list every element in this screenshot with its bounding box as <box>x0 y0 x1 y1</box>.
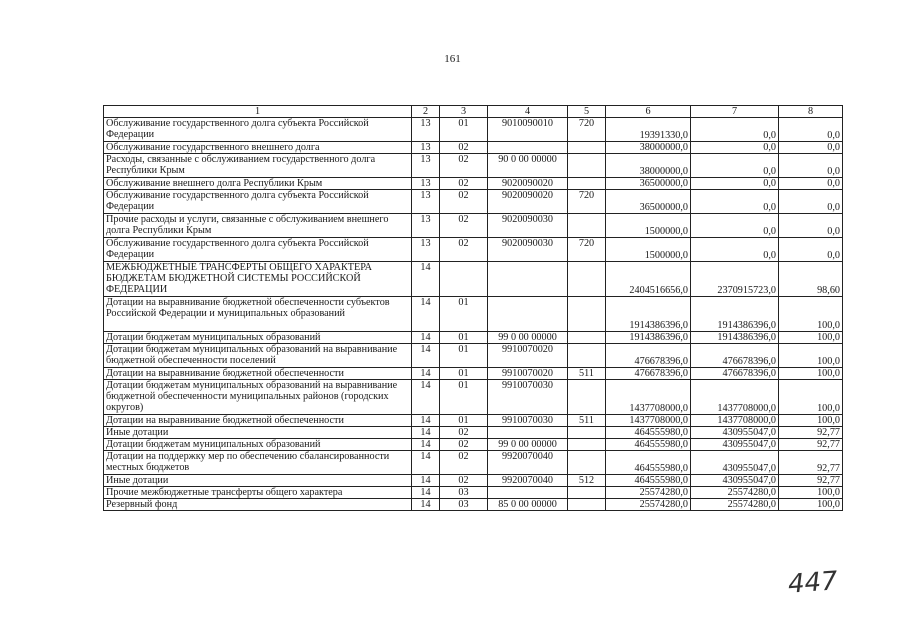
executed-amount-cell: 1914386396,0 <box>691 297 779 332</box>
percent-cell: 100,0 <box>779 344 843 368</box>
expense-type-cell <box>568 487 606 499</box>
row-name-cell: Прочие межбюджетные трансферты общего характера <box>104 487 412 499</box>
page-number: 161 <box>444 53 461 65</box>
planned-amount-cell: 38000000,0 <box>606 154 691 178</box>
planned-amount-cell: 464555980,0 <box>606 451 691 475</box>
section-code-cell: 13 <box>412 214 440 238</box>
table-row <box>104 214 843 238</box>
subsection-code-cell: 02 <box>440 238 488 262</box>
planned-amount-cell: 1500000,0 <box>606 214 691 238</box>
expense-type-cell <box>568 154 606 178</box>
planned-amount-cell: 476678396,0 <box>606 344 691 368</box>
table-row <box>104 427 843 439</box>
table-row <box>104 142 843 154</box>
percent-cell: 0,0 <box>779 238 843 262</box>
target-article-cell: 9910070020 <box>488 368 568 380</box>
executed-amount-cell: 0,0 <box>691 154 779 178</box>
column-number-header: 1 <box>104 106 412 118</box>
percent-cell: 92,77 <box>779 439 843 451</box>
table-row <box>104 499 843 511</box>
percent-cell: 100,0 <box>779 297 843 332</box>
target-article-cell: 9020090030 <box>488 214 568 238</box>
planned-amount-cell: 38000000,0 <box>606 142 691 154</box>
subsection-code-cell: 01 <box>440 415 488 427</box>
subsection-code-cell: 02 <box>440 214 488 238</box>
row-name-cell: Иные дотации <box>104 475 412 487</box>
table-row <box>104 154 843 178</box>
target-article-cell <box>488 142 568 154</box>
executed-amount-cell: 0,0 <box>691 190 779 214</box>
row-name-cell: Расходы, связанные с обслуживанием государственного долга Республики Крым <box>104 154 412 178</box>
subsection-code-cell: 02 <box>440 154 488 178</box>
row-name-cell: Иные дотации <box>104 427 412 439</box>
column-number-header: 4 <box>488 106 568 118</box>
subsection-code-cell: 02 <box>440 475 488 487</box>
executed-amount-cell: 1437708000,0 <box>691 415 779 427</box>
target-article-cell: 9920070040 <box>488 475 568 487</box>
planned-amount-cell: 36500000,0 <box>606 190 691 214</box>
expense-type-cell <box>568 499 606 511</box>
section-code-cell: 14 <box>412 427 440 439</box>
executed-amount-cell: 476678396,0 <box>691 344 779 368</box>
table-row <box>104 118 843 142</box>
target-article-cell <box>488 262 568 297</box>
subsection-code-cell: 02 <box>440 178 488 190</box>
expense-type-cell <box>568 297 606 332</box>
percent-cell: 0,0 <box>779 190 843 214</box>
column-number-header: 2 <box>412 106 440 118</box>
executed-amount-cell: 0,0 <box>691 142 779 154</box>
planned-amount-cell: 1914386396,0 <box>606 297 691 332</box>
subsection-code-cell: 01 <box>440 297 488 332</box>
executed-amount-cell: 430955047,0 <box>691 427 779 439</box>
executed-amount-cell: 0,0 <box>691 214 779 238</box>
percent-cell: 100,0 <box>779 415 843 427</box>
planned-amount-cell: 25574280,0 <box>606 499 691 511</box>
row-name-cell: Дотации бюджетам муниципальных образований на выравнивание бюджетной обеспеченности муниципальных районов (городских округов) <box>104 380 412 415</box>
expense-type-cell: 720 <box>568 190 606 214</box>
table-row <box>104 238 843 262</box>
expense-type-cell: 511 <box>568 368 606 380</box>
expense-type-cell <box>568 427 606 439</box>
planned-amount-cell: 1437708000,0 <box>606 415 691 427</box>
column-number-header: 8 <box>779 106 843 118</box>
expense-type-cell: 512 <box>568 475 606 487</box>
target-article-cell: 9020090020 <box>488 178 568 190</box>
target-article-cell <box>488 427 568 439</box>
table-row <box>104 380 843 415</box>
planned-amount-cell: 1437708000,0 <box>606 380 691 415</box>
planned-amount-cell: 476678396,0 <box>606 368 691 380</box>
section-code-cell: 14 <box>412 262 440 297</box>
section-code-cell: 14 <box>412 487 440 499</box>
row-name-cell: Обслуживание государственного внешнего долга <box>104 142 412 154</box>
expense-type-cell <box>568 262 606 297</box>
percent-cell: 0,0 <box>779 118 843 142</box>
executed-amount-cell: 0,0 <box>691 178 779 190</box>
executed-amount-cell: 25574280,0 <box>691 499 779 511</box>
expense-type-cell <box>568 380 606 415</box>
executed-amount-cell: 430955047,0 <box>691 439 779 451</box>
expense-type-cell: 720 <box>568 118 606 142</box>
row-name-cell: Прочие расходы и услуги, связанные с обслуживанием внешнего долга Республики Крым <box>104 214 412 238</box>
row-name-cell: Резервный фонд <box>104 499 412 511</box>
executed-amount-cell: 430955047,0 <box>691 451 779 475</box>
row-name-cell: МЕЖБЮДЖЕТНЫЕ ТРАНСФЕРТЫ ОБЩЕГО ХАРАКТЕРА БЮДЖЕТАМ БЮДЖЕТНОЙ СИСТЕМЫ РОССИЙСКОЙ ФЕДЕРАЦИИ <box>104 262 412 297</box>
executed-amount-cell: 1914386396,0 <box>691 332 779 344</box>
expense-type-cell <box>568 439 606 451</box>
row-name-cell: Дотации на выравнивание бюджетной обеспеченности субъектов Российской Федерации и муниципальных образований <box>104 297 412 332</box>
table-header-row <box>104 106 843 118</box>
section-code-cell: 14 <box>412 344 440 368</box>
target-article-cell: 90 0 00 00000 <box>488 154 568 178</box>
subsection-code-cell: 01 <box>440 332 488 344</box>
row-name-cell: Дотации на выравнивание бюджетной обеспеченности <box>104 368 412 380</box>
executed-amount-cell: 0,0 <box>691 118 779 142</box>
table-row <box>104 190 843 214</box>
target-article-cell: 9910070020 <box>488 344 568 368</box>
subsection-code-cell <box>440 262 488 297</box>
table-row <box>104 368 843 380</box>
percent-cell: 100,0 <box>779 380 843 415</box>
target-article-cell: 9020090020 <box>488 190 568 214</box>
section-code-cell: 13 <box>412 178 440 190</box>
section-code-cell: 14 <box>412 332 440 344</box>
row-name-cell: Дотации бюджетам муниципальных образований на выравнивание бюджетной обеспеченности поселений <box>104 344 412 368</box>
column-number-header: 5 <box>568 106 606 118</box>
target-article-cell <box>488 297 568 332</box>
planned-amount-cell: 464555980,0 <box>606 475 691 487</box>
section-code-cell: 14 <box>412 380 440 415</box>
budget-table <box>103 105 843 511</box>
planned-amount-cell: 464555980,0 <box>606 439 691 451</box>
table-row <box>104 451 843 475</box>
target-article-cell: 99 0 00 00000 <box>488 332 568 344</box>
row-name-cell: Обслуживание внешнего долга Республики Крым <box>104 178 412 190</box>
section-code-cell: 13 <box>412 154 440 178</box>
expense-type-cell <box>568 178 606 190</box>
target-article-cell: 9910070030 <box>488 415 568 427</box>
section-code-cell: 14 <box>412 368 440 380</box>
percent-cell: 98,60 <box>779 262 843 297</box>
planned-amount-cell: 464555980,0 <box>606 427 691 439</box>
target-article-cell: 9010090010 <box>488 118 568 142</box>
planned-amount-cell: 19391330,0 <box>606 118 691 142</box>
percent-cell: 0,0 <box>779 154 843 178</box>
planned-amount-cell: 1500000,0 <box>606 238 691 262</box>
percent-cell: 92,77 <box>779 475 843 487</box>
expense-type-cell <box>568 332 606 344</box>
executed-amount-cell: 476678396,0 <box>691 368 779 380</box>
expense-type-cell <box>568 344 606 368</box>
section-code-cell: 13 <box>412 238 440 262</box>
section-code-cell: 14 <box>412 451 440 475</box>
executed-amount-cell: 25574280,0 <box>691 487 779 499</box>
section-code-cell: 13 <box>412 190 440 214</box>
planned-amount-cell: 2404516656,0 <box>606 262 691 297</box>
subsection-code-cell: 03 <box>440 487 488 499</box>
executed-amount-cell: 2370915723,0 <box>691 262 779 297</box>
subsection-code-cell: 01 <box>440 380 488 415</box>
expense-type-cell: 720 <box>568 238 606 262</box>
section-code-cell: 14 <box>412 439 440 451</box>
row-name-cell: Дотации на выравнивание бюджетной обеспеченности <box>104 415 412 427</box>
expense-type-cell <box>568 214 606 238</box>
subsection-code-cell: 02 <box>440 427 488 439</box>
percent-cell: 92,77 <box>779 427 843 439</box>
section-code-cell: 14 <box>412 499 440 511</box>
target-article-cell: 85 0 00 00000 <box>488 499 568 511</box>
subsection-code-cell: 01 <box>440 368 488 380</box>
section-code-cell: 14 <box>412 475 440 487</box>
table-row <box>104 297 843 332</box>
table-row <box>104 475 843 487</box>
table-row <box>104 344 843 368</box>
planned-amount-cell: 25574280,0 <box>606 487 691 499</box>
expense-type-cell: 511 <box>568 415 606 427</box>
percent-cell: 100,0 <box>779 368 843 380</box>
table-row <box>104 415 843 427</box>
percent-cell: 100,0 <box>779 332 843 344</box>
planned-amount-cell: 1914386396,0 <box>606 332 691 344</box>
target-article-cell: 9910070030 <box>488 380 568 415</box>
row-name-cell: Обслуживание государственного долга субъекта Российской Федерации <box>104 118 412 142</box>
row-name-cell: Дотации на поддержку мер по обеспечению сбалансированности местных бюджетов <box>104 451 412 475</box>
subsection-code-cell: 03 <box>440 499 488 511</box>
section-code-cell: 13 <box>412 118 440 142</box>
planned-amount-cell: 36500000,0 <box>606 178 691 190</box>
subsection-code-cell: 02 <box>440 142 488 154</box>
handwritten-page-mark: 447 <box>787 566 839 600</box>
target-article-cell <box>488 487 568 499</box>
table-row <box>104 178 843 190</box>
percent-cell: 92,77 <box>779 451 843 475</box>
row-name-cell: Дотации бюджетам муниципальных образований <box>104 332 412 344</box>
table-row <box>104 262 843 297</box>
column-number-header: 3 <box>440 106 488 118</box>
percent-cell: 0,0 <box>779 142 843 154</box>
percent-cell: 100,0 <box>779 487 843 499</box>
row-name-cell: Обслуживание государственного долга субъекта Российской Федерации <box>104 190 412 214</box>
expense-type-cell <box>568 142 606 154</box>
column-number-header: 6 <box>606 106 691 118</box>
row-name-cell: Обслуживание государственного долга субъекта Российской Федерации <box>104 238 412 262</box>
row-name-cell: Дотации бюджетам муниципальных образований <box>104 439 412 451</box>
subsection-code-cell: 02 <box>440 439 488 451</box>
section-code-cell: 14 <box>412 297 440 332</box>
subsection-code-cell: 01 <box>440 344 488 368</box>
subsection-code-cell: 02 <box>440 190 488 214</box>
executed-amount-cell: 0,0 <box>691 238 779 262</box>
executed-amount-cell: 430955047,0 <box>691 475 779 487</box>
table-row <box>104 332 843 344</box>
section-code-cell: 13 <box>412 142 440 154</box>
executed-amount-cell: 1437708000,0 <box>691 380 779 415</box>
percent-cell: 100,0 <box>779 499 843 511</box>
table-row <box>104 487 843 499</box>
column-number-header: 7 <box>691 106 779 118</box>
target-article-cell: 9020090030 <box>488 238 568 262</box>
target-article-cell: 9920070040 <box>488 451 568 475</box>
target-article-cell: 99 0 00 00000 <box>488 439 568 451</box>
subsection-code-cell: 02 <box>440 451 488 475</box>
expense-type-cell <box>568 451 606 475</box>
section-code-cell: 14 <box>412 415 440 427</box>
percent-cell: 0,0 <box>779 178 843 190</box>
subsection-code-cell: 01 <box>440 118 488 142</box>
table-row <box>104 439 843 451</box>
percent-cell: 0,0 <box>779 214 843 238</box>
